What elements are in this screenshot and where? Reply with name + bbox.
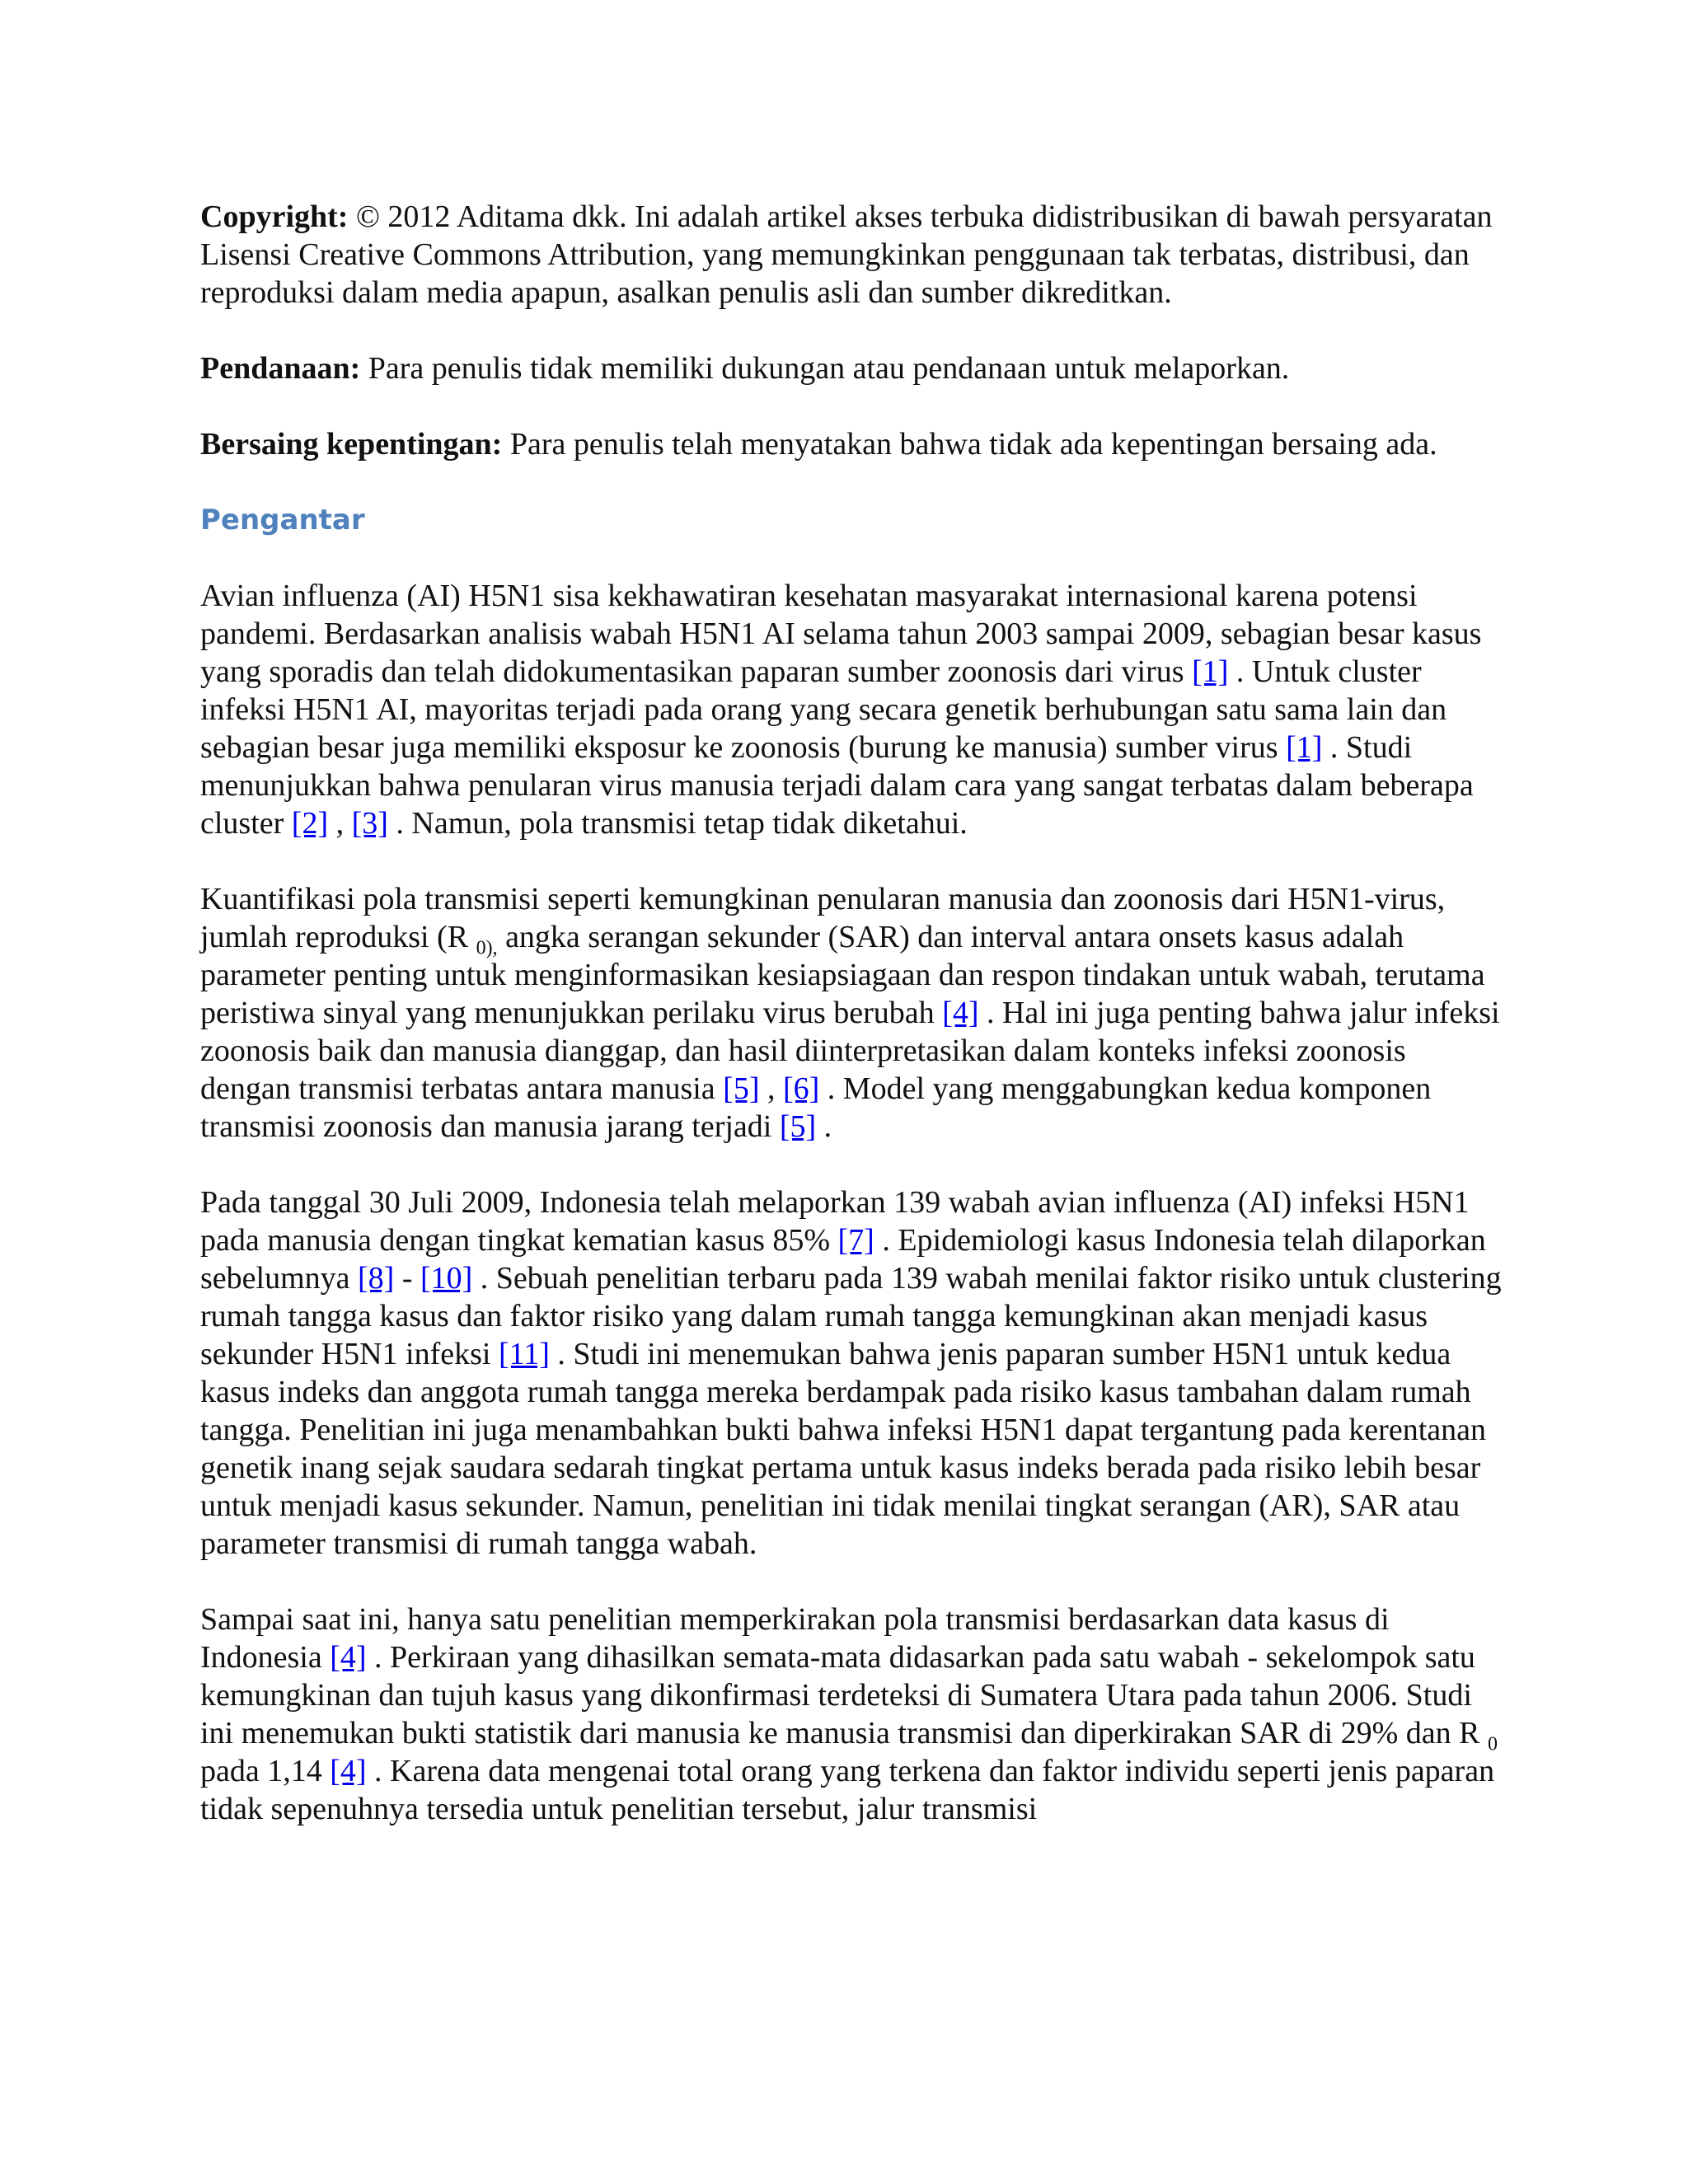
text-span: Pada tanggal 30 Juli 2009, Indonesia telah melaporkan 139 wabah avian influenza (AI) infeksi H5N1 pada manusia dengan tingkat kematian kasus 85% — [200, 1185, 1470, 1258]
text-span: pada 1,14 — [200, 1754, 331, 1788]
subscript: 0), — [476, 937, 498, 959]
text-span: , — [328, 806, 352, 841]
citation-link-4[interactable]: [4] — [330, 1640, 367, 1675]
citation-link-10[interactable]: [10] — [420, 1261, 473, 1296]
citation-link-2[interactable]: [2] — [291, 806, 329, 841]
text-span: . Karena data mengenai total orang yang terkena dan faktor individu seperti jenis paparan tidak sepenuhnya tersedia untuk penelitian tersebut, jalur transmisi — [200, 1754, 1495, 1826]
body-paragraph-1 — [200, 577, 1503, 842]
citation-link-4[interactable]: [4] — [330, 1754, 367, 1788]
copyright-paragraph — [200, 198, 1503, 312]
citation-link-5[interactable]: [5] — [779, 1109, 817, 1144]
text-span: - — [394, 1261, 420, 1296]
text-span: Sampai saat ini, hanya satu penelitian memperkirakan pola transmisi berdasarkan data kasus di Indonesia — [200, 1602, 1390, 1675]
text-span: . Epidemiologi kasus Indonesia telah dilaporkan sebelumnya — [200, 1223, 1486, 1296]
citation-link-7[interactable]: [7] — [837, 1223, 874, 1258]
copyright-label: Copyright: — [200, 199, 349, 234]
text-span: . Namun, pola transmisi tetap tidak diketahui. — [387, 806, 968, 841]
text-span: . Studi ini menemukan bahwa jenis paparan sumber H5N1 untuk kedua kasus indeks dan anggota rumah tangga mereka berdampak pada risiko kasus tambahan dalam rumah tangga. Penelitian ini juga menambahkan bukti bahwa infeksi H5N1 dapat tergantung pada kerentanan genetik inang sejak saudara sedarah tingkat pertama untuk kasus indeks berada pada risiko lebih besar untuk menjadi kasus sekunder. Namun, penelitian ini tidak menilai tingkat serangan (AR), SAR atau parameter transmisi di rumah tangga wabah. — [200, 1337, 1486, 1561]
citation-link-5[interactable]: [5] — [723, 1071, 760, 1106]
copyright-text: © 2012 Aditama dkk. Ini adalah artikel akses terbuka didistribusikan di bawah persyaratan Lisensi Creative Commons Attribution, yang memungkinkan penggunaan tak terbatas, distribusi, dan reproduksi dalam media apapun, asalkan penulis asli dan sumber dikreditkan. — [200, 199, 1493, 310]
funding-label: Pendanaan: — [200, 351, 361, 386]
funding-paragraph — [200, 349, 1503, 387]
competing-interests-text: Para penulis telah menyatakan bahwa tidak ada kepentingan bersaing ada. — [502, 427, 1437, 462]
text-span: . Hal ini juga penting bahwa jalur infeksi zoonosis baik dan manusia dianggap, dan hasil diinterpretasikan dalam konteks infeksi zoonosis dengan transmisi terbatas antara manusia — [200, 996, 1500, 1106]
text-span: . Sebuah penelitian terbaru pada 139 wabah menilai faktor risiko untuk clustering rumah tangga kasus dan faktor risiko yang dalam rumah tangga kemungkinan akan menjadi kasus sekunder H5N1 infeksi — [200, 1261, 1502, 1371]
citation-link-3[interactable]: [3] — [351, 806, 388, 841]
subscript: 0 — [1487, 1733, 1498, 1755]
citation-link-4[interactable]: [4] — [942, 996, 979, 1030]
text-span: Avian influenza (AI) H5N1 sisa kekhawatiran kesehatan masyarakat internasional karena potensi pandemi. Berdasarkan analisis wabah H5N1 AI selama tahun 2003 sampai 2009, sebagian besar kasus yang sporadis dan telah didokumentasikan paparan sumber zoonosis dari virus — [200, 579, 1482, 689]
body-paragraph-3 — [200, 1183, 1503, 1563]
funding-text: Para penulis tidak memiliki dukungan atau pendanaan untuk melaporkan. — [360, 351, 1290, 386]
text-span: . Untuk cluster infeksi H5N1 AI, mayoritas terjadi pada orang yang secara genetik berhubungan satu sama lain dan sebagian besar juga memiliki eksposur ke zoonosis (burung ke manusia) sumber virus — [200, 654, 1447, 765]
document-page — [200, 198, 1503, 1866]
text-span: , — [759, 1071, 783, 1106]
citation-link-6[interactable]: [6] — [782, 1071, 820, 1106]
competing-interests-label: Bersaing kepentingan: — [200, 427, 503, 462]
body-paragraph-2 — [200, 880, 1503, 1146]
text-span: . Model yang menggabungkan kedua komponen transmisi zoonosis dan manusia jarang terjadi — [200, 1071, 1432, 1144]
citation-link-11[interactable]: [11] — [498, 1337, 550, 1371]
body-paragraph-4 — [200, 1601, 1503, 1828]
competing-interests-paragraph — [200, 425, 1503, 463]
text-span: . Studi menunjukkan bahwa penularan virus manusia terjadi dalam cara yang sangat terbatas dalam beberapa cluster — [200, 730, 1474, 841]
text-span: angka serangan sekunder (SAR) dan interval antara onsets kasus adalah parameter penting untuk menginformasikan kesiapsiagaan dan respon tindakan untuk wabah, terutama peristiwa sinyal yang menunjukkan perilaku virus berubah — [200, 920, 1485, 1030]
citation-link-1[interactable]: [1] — [1286, 730, 1323, 765]
section-heading: Pengantar — [200, 504, 365, 537]
text-span: . Perkiraan yang dihasilkan semata-mata didasarkan pada satu wabah - sekelompok satu kemungkinan dan tujuh kasus yang dikonfirmasi terdeteksi di Sumatera Utara pada tahun 2006. Studi ini menemukan bukti statistik dari manusia ke manusia transmisi dan diperkirakan SAR di 29% dan R — [200, 1640, 1488, 1750]
text-span: . — [816, 1109, 832, 1144]
citation-link-8[interactable]: [8] — [358, 1261, 395, 1296]
citation-link-1[interactable]: [1] — [1192, 654, 1229, 689]
text-span: Kuantifikasi pola transmisi seperti kemungkinan penularan manusia dan zoonosis dari H5N1-virus, jumlah reproduksi (R — [200, 882, 1446, 954]
